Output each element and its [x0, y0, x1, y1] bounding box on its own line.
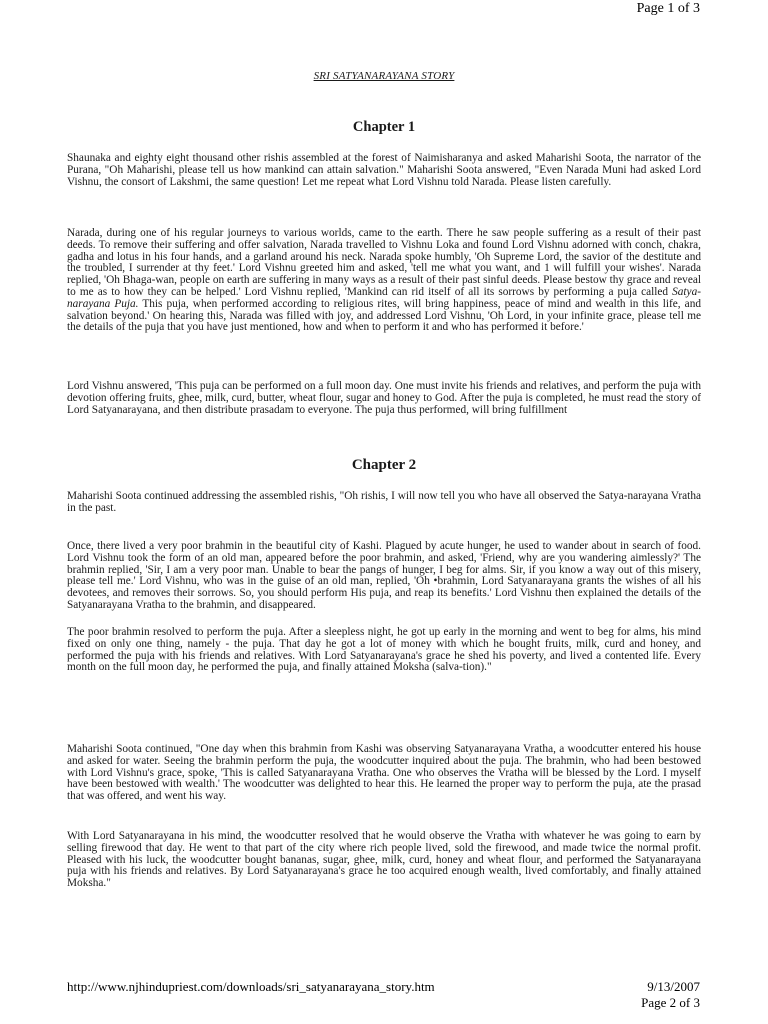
chapter-1-paragraph-2 [67, 228, 701, 334]
chapter-1-paragraph-2-text-a: Narada, during one of his regular journeys to various worlds, came to the earth. There he saw people suffering as a result of their past deeds. To remove their suffering and offer salvation, Narada travelled to Vishnu Loka and found Lord Vishnu adorned with conch, chakra, gadha and lotus in his four hands, and a garland around his neck. Narada spoke humbly, 'Oh Supreme Lord, the savior of the destitute and the troubled, I surrender at thy feet.' Lord Vishnu greeted him and asked, 'tell me what you want, and 1 will fulfill your wishes'. Narada replied, 'Oh Bhaga-wan, people on earth are suffering in many ways as a result of their past sinful deeds. Please bestow thy grace and reveal to me as to how they can be helped.' Lord Vishnu replied, 'Mankind can rid itself of all its sorrows by performing a puja called [67, 227, 701, 298]
chapter-2-paragraph-1: Maharishi Soota continued addressing the assembled rishis, "Oh rishis, I will now tell you who have all observed the Satya-narayana Vratha in the past. [67, 490, 701, 514]
puja-name-italic: Satya-narayana Puja. [67, 285, 701, 310]
chapter-2-paragraph-5: With Lord Satyanarayana in his mind, the woodcutter resolved that he would observe the Vratha with whatever he was going to earn by selling firewood that day. He went to that part of the city where rich people lived, sold the firewood, and made twice the normal profit. Pleased with his luck, the woodcutter bought bananas, sugar, ghee, milk, curd, honey and wheat flour, and performed the Satyanarayana puja with his friends and relatives. By Lord Satyanarayana's grace he too acquired enough wealth, lived comfortably, and finally attained Moksha." [67, 830, 701, 890]
document-title [0, 70, 768, 82]
chapter-1-paragraph-1: Shaunaka and eighty eight thousand other rishis assembled at the forest of Naimisharanya and asked Maharishi Soota, the narrator of the Purana, "Oh Maharishi, please tell us how mankind can attain salvation." Maharishi Soota answered, "Even Narada Muni had asked Lord Vishnu, the consort of Lakshmi, the same question! Let me repeat what Lord Vishnu told Narada. Please listen carefully. [67, 152, 701, 188]
page-indicator-bottom: Page 2 of 3 [641, 995, 700, 1010]
footer-date: 9/13/2007 [647, 979, 700, 994]
chapter-2-heading: Chapter 2 [351, 457, 417, 473]
page-indicator-top: Page 1 of 3 [636, 1, 700, 16]
chapter-1-paragraph-2-text-b: This puja, when performed according to religious rites, will bring happiness, peace of mind and wealth in this life, and salvation beyond.' On hearing this, Narada was filled with joy, and addressed Lord Vishnu, 'Oh Lord, in your infinite grace, please tell me the details of the puja that you have just mentioned, how and when to perform it and who has performed it before.' [67, 297, 701, 334]
chapter-2-paragraph-2: Once, there lived a very poor brahmin in the beautiful city of Kashi. Plagued by acute hunger, he used to wander about in search of food. Lord Vishnu took the form of an old man, appeared before the poor brahmin, and asked, 'Friend, why are you wandering aimlessly?' The brahmin replied, 'Sir, I am a very poor man. Unable to bear the pangs of hunger, I beg for alms. Sir, if you know a way out of this misery, please tell me.' Lord Vishnu, who was in the guise of an old man, replied, 'Oh •brahmin, Lord Satyanarayana grants the wishes of all his devotees, and removes their sorrows. So, you should perform His puja, and reap its benefits.' Lord Vishnu then explained the details of the Satyanarayana Vratha to the brahmin, and disappeared. [67, 540, 701, 611]
chapter-1-paragraph-3: Lord Vishnu answered, 'This puja can be performed on a full moon day. One must invite his friends and relatives, and perform the puja with devotion offering fruits, ghee, milk, curd, butter, wheat flour, sugar and honey to God. After the puja is completed, he must read the story of Lord Satyanarayana, and then distribute prasadam to everyone. The puja thus performed, will bring fulfillment [67, 380, 701, 416]
footer-source-url: http://www.njhindupriest.com/downloads/sri_satyanarayana_story.htm [67, 979, 435, 994]
chapter-2-paragraph-3: The poor brahmin resolved to perform the puja. After a sleepless night, he got up early in the morning and went to beg for alms, his mind fixed on only one thing, namely - the puja. That day he got a lot of money with which he bought fruits, milk, curd and honey, and performed the puja with his friends and relatives. With Lord Satyanarayana's grace he shed his poverty, and lived a contented life. Every month on the full moon day, he performed the puja, and finally attained Moksha (salva-tion)." [67, 626, 701, 674]
chapter-1-heading: Chapter 1 [352, 119, 416, 135]
document-title-text: SRI SATYANARAYANA STORY [313, 70, 455, 82]
chapter-2-paragraph-4: Maharishi Soota continued, "One day when this brahmin from Kashi was observing Satyanarayana Vratha, a woodcutter entered his house and asked for water. Seeing the brahmin perform the puja, the woodcutter inquired about the puja. The brahmin, who had been bestowed with Lord Vishnu's grace, spoke, 'This is called Satyanarayana Vratha. One who observes the Vratha will be blessed by the Lord. I myself have been bestowed with wealth.' The woodcutter was delighted to hear this. He learned the proper way to perform the puja, ate the prasad that was offered, and went his way. [67, 743, 701, 803]
